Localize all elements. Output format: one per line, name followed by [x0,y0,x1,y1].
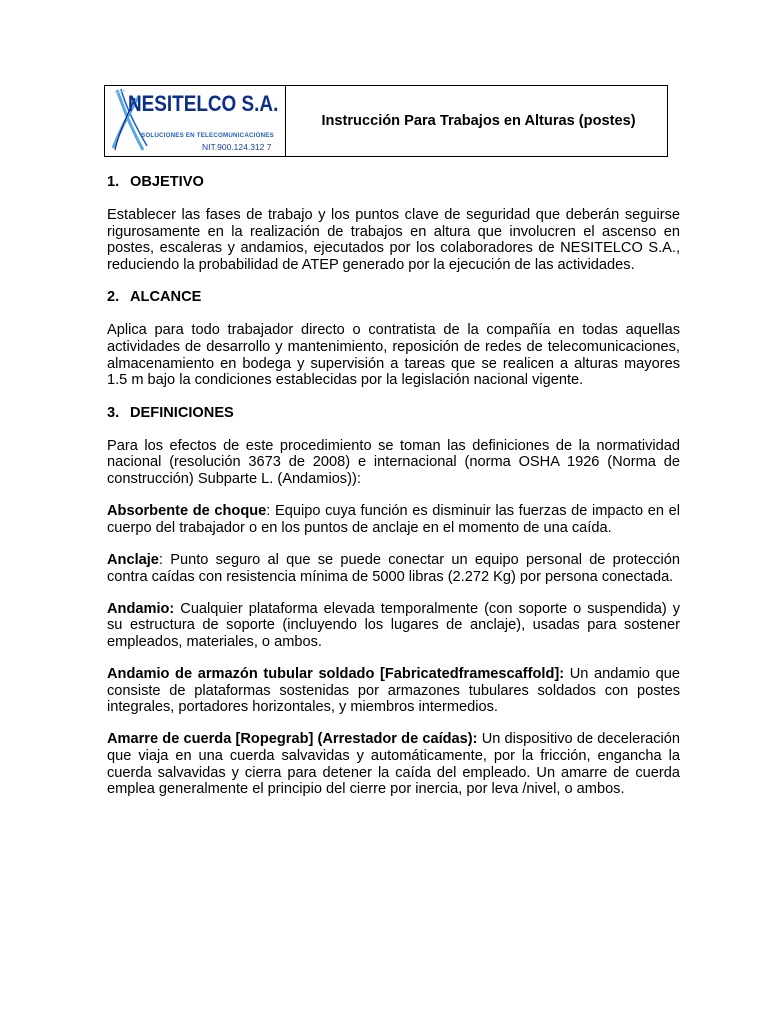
definition-item [107,666,680,716]
definition-item [107,503,680,536]
section-number: 1. [107,174,120,190]
section-title: ALCANCE [130,289,202,306]
section-paragraph: Para los efectos de este procedimiento se toman las definiciones de la normatividad nacional (resolución 3673 de 2008) e internacional (norma OSHA 1926 (Norma de construcción) Subparte L. (Andamios)): [107,437,680,487]
section-number: 2. [107,289,120,306]
definition-term: Andamio de armazón tubular soldado [Fabricatedframescaffold]: [107,666,565,683]
definition-text: Un andamio que consiste de plataformas sostenidas por armazones tubulares soldados con postes integrales, portadores horizontales, y miembros intermedios. [107,666,680,716]
definition-separator: : [266,503,275,520]
definition-item [107,731,680,797]
definition-item [107,601,680,651]
section-title: DEFINICIONES [130,404,234,421]
section-paragraph: Aplica para todo trabajador directo o contratista de la compañía en todas aquellas actividades de desarrollo y mantenimiento, reposición de redes de telecomunicaciones, almacenamiento en bodega y supervisión a tareas que se realicen a alturas mayores 1.5 m bajo la condiciones establecidas por la legislación nacional vigente. [107,322,680,389]
logo-nit: NIT.900.124.312 7 [202,142,272,152]
definition-text: Equipo cuya función es disminuir las fuerzas de impacto en el cuerpo del trabajador o en los puntos de anclaje en el momento de una caída. [107,503,680,536]
document-body [107,174,680,813]
section-alcance [107,289,680,388]
definition-term: Absorbente de choque [107,503,267,520]
definition-term: Anclaje [107,551,159,568]
definition-item [107,552,680,585]
definition-separator: : [158,551,171,568]
definition-text: Un dispositivo de deceleración que viaja en una cuerda salvavidas y automáticamente, por la fricción, engancha la cuerda salvavidas y cierra para detener la caída del empleado. Un amarre de cuerda emplea generalmente el principio del cierre por inercia, por leva /nivel, o ambos. [107,731,680,798]
logo-tagline: SOLUCIONES EN TELECOMUNICACIONES [141,132,274,139]
section-definiciones [107,405,680,798]
section-number: 3. [107,404,120,421]
document-title: Instrucción Para Trabajos en Alturas (postes) [321,112,636,129]
company-logo [105,86,286,156]
logo-company-name: NESITELCO S.A. [128,91,279,116]
section-heading [107,289,680,306]
section-paragraph: Establecer las fases de trabajo y los puntos clave de seguridad que deberán seguirse rigurosamente en la realización de trabajos en altura que involucren el ascenso en postes, escaleras y andamios, ejecutados por los colaboradores de NESITELCO S.A., reduciendo la probabilidad de ATEP generado por la ejecución de las actividades. [107,207,680,273]
definition-text: Cualquier plataforma elevada temporalmente (con soporte o suspendida) y su estructura de soporte (incluyendo los lugares de anclaje), usadas para sostener empleados, materiales, o ambos. [107,600,680,650]
section-heading [107,405,680,422]
definition-term: Andamio: [107,600,175,617]
definition-term: Amarre de cuerda [Ropegrab] (Arrestador de caídas): [107,731,478,748]
section-heading [107,174,680,191]
document-header [104,85,668,157]
section-objetivo [107,174,680,273]
definition-text: Punto seguro al que se puede conectar un equipo personal de protección contra caídas con resistencia mínima de 5000 libras (2.272 Kg) por persona conectada. [107,551,681,585]
section-title: OBJETIVO [130,174,204,190]
